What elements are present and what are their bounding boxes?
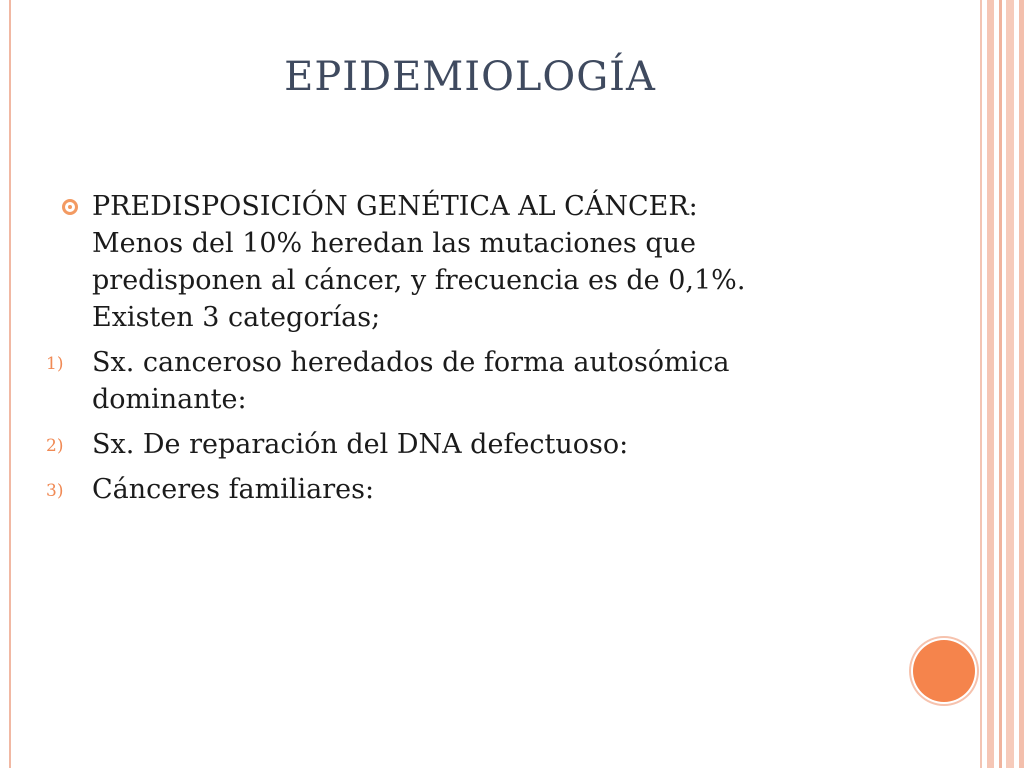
circle-bullet-icon xyxy=(62,199,78,215)
right-decorative-stripes xyxy=(974,0,1024,768)
bullet-line: Menos del 10% heredan las mutaciones que xyxy=(92,228,696,259)
numbered-item-2 xyxy=(46,426,880,463)
numbered-line: Sx. De reparación del DNA defectuoso: xyxy=(92,429,629,460)
numbered-line: dominante: xyxy=(92,384,247,415)
bullet-line: Existen 3 categorías; xyxy=(92,302,381,333)
stripe xyxy=(987,0,994,768)
numbered-line: Sx. canceroso heredados de forma autosómica xyxy=(92,347,730,378)
list-marker: 2) xyxy=(46,436,64,456)
stripe xyxy=(1019,0,1024,768)
stripe xyxy=(980,0,982,768)
decorative-orange-circle xyxy=(913,640,975,702)
bullet-item xyxy=(60,188,880,336)
slide-title: EPIDEMIOLOGÍA xyxy=(284,54,656,100)
slide-content xyxy=(46,188,880,516)
numbered-line: Cánceres familiares: xyxy=(92,474,375,505)
stripe xyxy=(1006,0,1014,768)
list-marker: 3) xyxy=(46,481,64,501)
list-marker: 1) xyxy=(46,354,64,374)
bullet-line: predisponen al cáncer, y frecuencia es de 0,1%. xyxy=(92,265,746,296)
stripe xyxy=(999,0,1002,768)
bullet-line: PREDISPOSICIÓN GENÉTICA AL CÁNCER: xyxy=(92,191,698,222)
left-decorative-rule xyxy=(9,0,11,768)
numbered-item-3 xyxy=(46,471,880,508)
numbered-item-1 xyxy=(46,344,880,418)
